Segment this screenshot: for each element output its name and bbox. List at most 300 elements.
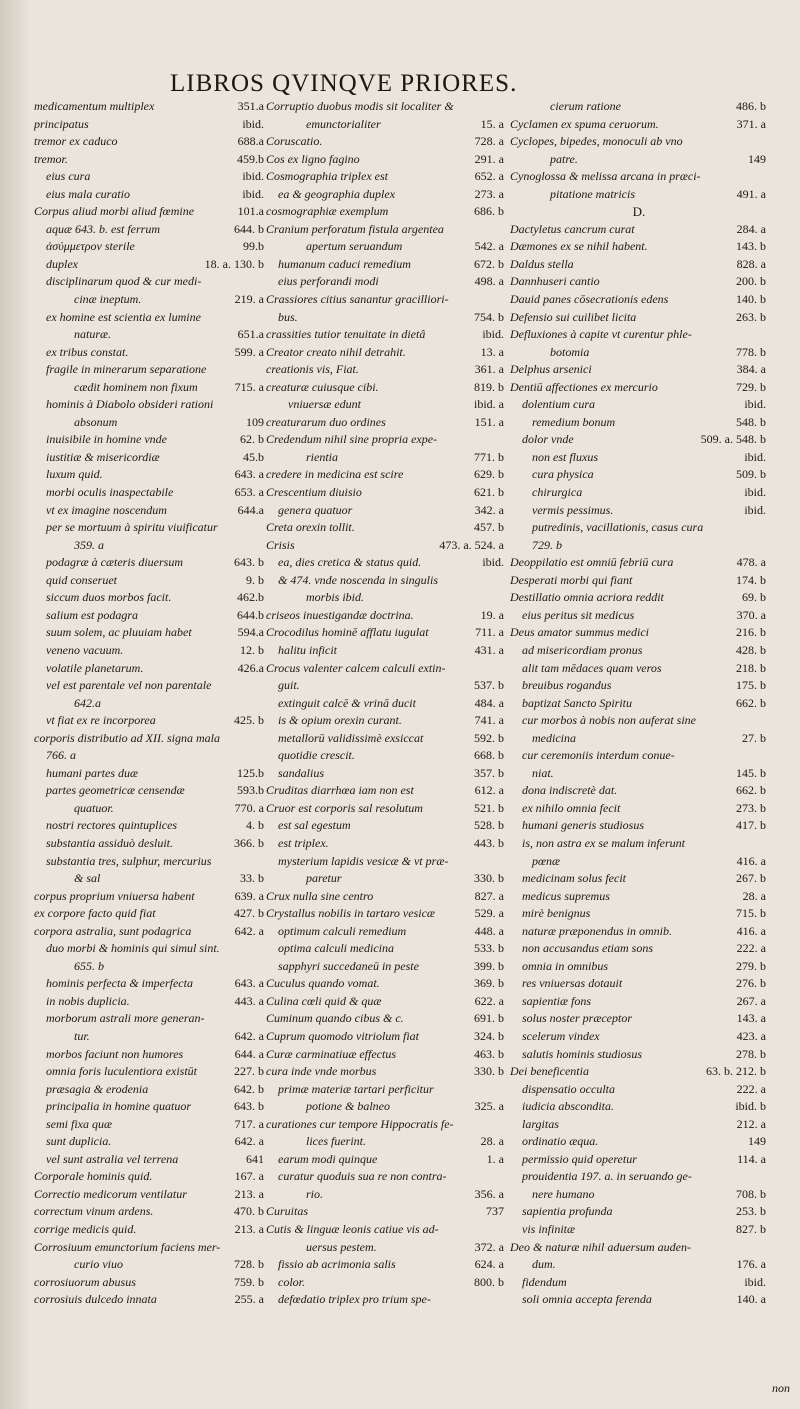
index-entry xyxy=(34,1063,266,1081)
index-entry xyxy=(34,1028,266,1046)
entry-page-ref: 827. b xyxy=(736,1222,766,1236)
index-entry xyxy=(266,309,506,327)
entry-page-ref: 218. b xyxy=(736,660,766,675)
index-entry xyxy=(510,466,768,484)
entry-page-ref: 686. b xyxy=(474,204,504,219)
entry-page-ref: ibid. xyxy=(744,502,766,517)
index-entry xyxy=(34,888,266,906)
entry-text: Dauid panes cōsecrationis edens xyxy=(510,292,669,307)
index-entry xyxy=(510,116,768,134)
entry-text: scelerum vindex xyxy=(522,1028,600,1043)
entry-text: cur morbos à nobis non auferat sine xyxy=(522,713,696,728)
entry-page-ref: 1. a xyxy=(486,1151,504,1166)
entry-text: prouidentia 197. a. in seruando ge- xyxy=(522,1169,692,1184)
entry-page-ref: 599. a xyxy=(234,344,264,359)
index-entry xyxy=(34,291,266,309)
entry-text: is, non astra ex se malum inferunt xyxy=(522,835,685,850)
index-entry xyxy=(34,712,266,730)
entry-text: quatuor. xyxy=(74,800,114,815)
index-entry xyxy=(34,870,266,888)
index-entry xyxy=(510,502,768,520)
index-entry xyxy=(266,782,506,800)
entry-text: 642.a xyxy=(74,695,101,710)
entry-page-ref: ibid. xyxy=(744,485,766,500)
index-entry xyxy=(34,765,266,783)
index-entry xyxy=(266,502,506,520)
entry-text: per se mortuum à spiritu viuificatur xyxy=(46,520,218,535)
entry-page-ref: 644.b xyxy=(237,607,264,622)
index-entry xyxy=(34,98,266,116)
index-entry xyxy=(266,1116,506,1134)
entry-text: mirè benignus xyxy=(522,906,591,921)
entry-page-ref: 662. b xyxy=(736,695,766,710)
entry-text: potione & balneo xyxy=(306,1099,390,1114)
entry-page-ref: 486. b xyxy=(736,99,766,113)
index-entry xyxy=(510,396,768,414)
entry-text: nostri rectores quintuplices xyxy=(46,818,178,833)
entry-text: eius peritus sit medicus xyxy=(522,607,635,622)
entry-page-ref: 342. a xyxy=(474,502,504,517)
index-column-1 xyxy=(34,98,266,1398)
index-entry xyxy=(34,273,266,291)
entry-text: cura inde vnde morbus xyxy=(266,1064,377,1079)
entry-text: luxum quid. xyxy=(46,467,103,482)
entry-text: Crocus valenter calcem calculi extin- xyxy=(266,660,446,675)
entry-text: non est fluxus xyxy=(532,449,598,464)
index-entry xyxy=(510,203,768,221)
entry-text: Cynoglossa & melissa arcana in præci- xyxy=(510,169,701,184)
entry-page-ref: 28. a xyxy=(742,888,766,903)
index-entry xyxy=(510,414,768,432)
index-entry xyxy=(510,1028,768,1046)
entry-page-ref: 267. a xyxy=(736,993,766,1008)
entry-page-ref: 13. a xyxy=(480,344,504,359)
index-entry xyxy=(510,677,768,695)
entry-text: vel sunt astralia vel terrena xyxy=(46,1151,179,1166)
index-entry xyxy=(34,1168,266,1186)
entry-page-ref: ibid. xyxy=(242,116,264,131)
entry-page-ref: 711. a xyxy=(475,625,504,640)
entry-page-ref: 533. b xyxy=(474,941,504,956)
index-entry xyxy=(266,993,506,1011)
index-entry xyxy=(510,256,768,274)
entry-page-ref: 125.b xyxy=(237,765,264,780)
entry-page-ref: 99.b xyxy=(243,239,264,254)
index-entry xyxy=(510,624,768,642)
index-entry xyxy=(34,1010,266,1028)
entry-page-ref: 729. b xyxy=(736,379,766,394)
entry-text: semi fixa quæ xyxy=(46,1116,112,1131)
index-entry xyxy=(266,554,506,572)
entry-text: vis infinitæ xyxy=(522,1222,576,1236)
index-entry xyxy=(34,221,266,239)
index-entry xyxy=(266,975,506,993)
entry-text: substantia tres, sulphur, mercurius xyxy=(46,853,212,868)
index-entry xyxy=(510,1010,768,1028)
index-entry xyxy=(34,168,266,186)
entry-page-ref: 594.a xyxy=(237,625,264,640)
entry-text: cædit hominem non fixum xyxy=(74,379,198,394)
index-entry xyxy=(266,151,506,169)
index-entry xyxy=(266,1186,506,1204)
index-entry xyxy=(510,1186,768,1204)
entry-text: naturæ præponendus in omnib. xyxy=(522,923,673,938)
index-entry xyxy=(266,817,506,835)
entry-text: cura physica xyxy=(532,467,594,482)
entry-text: Cos ex ligno fagino xyxy=(266,151,360,166)
entry-text: curationes cur tempore Hippocratis fe- xyxy=(266,1116,454,1131)
entry-page-ref: 423. a xyxy=(736,1028,766,1043)
index-entry xyxy=(266,642,506,660)
index-entry xyxy=(510,1063,768,1081)
entry-text: creaturarum duo ordines xyxy=(266,414,386,429)
entry-text: morborum astrali more generan- xyxy=(46,1011,205,1026)
index-entry xyxy=(510,695,768,713)
index-entry xyxy=(266,712,506,730)
index-entry xyxy=(266,1239,506,1257)
entry-text: fissio ab acrimonia salis xyxy=(278,1257,396,1272)
entry-text: Cutis & linguæ leonis catiue vis ad- xyxy=(266,1222,439,1236)
entry-page-ref: 624. a xyxy=(474,1257,504,1272)
entry-page-ref: 425. b xyxy=(234,713,264,728)
entry-page-ref: 18. a. 130. b xyxy=(204,256,264,271)
entry-text: putredinis, vacillationis, casus cura xyxy=(532,520,704,535)
entry-page-ref: 4. b xyxy=(246,818,264,833)
index-entry xyxy=(510,993,768,1011)
entry-text: soli omnia accepta ferenda xyxy=(522,1292,652,1307)
entry-page-ref: 431. a xyxy=(474,642,504,657)
entry-text: Crisis xyxy=(266,537,295,552)
entry-text: Creta orexin tollit. xyxy=(266,520,355,535)
entry-page-ref: ibid. xyxy=(744,449,766,464)
entry-page-ref: 639. a xyxy=(234,888,264,903)
entry-text: metallorū validissimè exsiccat xyxy=(278,730,424,745)
entry-text: Corrosiuum emunctorium faciens mer- xyxy=(34,1239,221,1254)
entry-text: Cuminum quando cibus & c. xyxy=(266,1011,404,1026)
entry-text: principalia in homine quatuor xyxy=(46,1099,191,1114)
index-entry xyxy=(266,168,506,186)
entry-text: defœdatio triplex pro trium spe- xyxy=(278,1292,431,1307)
entry-page-ref: 140. b xyxy=(736,292,766,307)
entry-text: Cyclopes, bipedes, monoculi ab vno xyxy=(510,134,683,149)
entry-text: tremor ex caduco xyxy=(34,134,118,149)
entry-text: veneno vacuum. xyxy=(46,642,124,657)
index-entry xyxy=(510,151,768,169)
index-entry xyxy=(266,1274,506,1292)
entry-text: medicina xyxy=(532,730,576,745)
entry-page-ref: 253. b xyxy=(736,1204,766,1219)
entry-page-ref: 728. a xyxy=(474,134,504,149)
entry-text: humani generis studiosus xyxy=(522,818,645,833)
entry-page-ref: 330. b xyxy=(474,1064,504,1079)
entry-page-ref: 643. b xyxy=(234,555,264,570)
index-entry xyxy=(34,1203,266,1221)
index-entry xyxy=(266,1098,506,1116)
entry-page-ref: 62. b xyxy=(240,432,264,447)
entry-text: curio viuo xyxy=(74,1257,123,1272)
index-entry xyxy=(34,502,266,520)
entry-text: duo morbi & hominis qui simul sint. xyxy=(46,941,220,956)
entry-text: vniuersæ edunt xyxy=(288,397,361,412)
entry-page-ref: 622. a xyxy=(474,993,504,1008)
entry-text: ordinatio æqua. xyxy=(522,1134,599,1149)
index-entry xyxy=(266,1203,506,1221)
entry-text: Creator creato nihil detrahit. xyxy=(266,344,406,359)
index-entry xyxy=(266,326,506,344)
entry-page-ref: 463. b xyxy=(474,1046,504,1061)
index-column-2 xyxy=(266,98,506,1398)
entry-page-ref: 143. b xyxy=(736,239,766,254)
entry-page-ref: 651.a xyxy=(237,327,264,342)
index-entry xyxy=(266,238,506,256)
entry-text: ea, dies cretica & status quid. xyxy=(278,555,422,570)
index-entry xyxy=(34,730,266,748)
entry-text: res vniuersas dotauit xyxy=(522,976,623,991)
entry-text: ἀσύμμετρον sterile xyxy=(46,239,135,254)
entry-page-ref: 114. a xyxy=(737,1151,766,1166)
entry-page-ref: 369. b xyxy=(474,976,504,991)
entry-text: Coruscatio. xyxy=(266,134,323,149)
entry-text: corpus proprium vniuersa habent xyxy=(34,888,195,903)
entry-text: apertum seruandum xyxy=(306,239,403,254)
entry-page-ref: 509. a. 548. b xyxy=(700,432,766,447)
entry-page-ref: 69. b xyxy=(742,590,766,605)
entry-text: sunt duplicia. xyxy=(46,1134,112,1149)
index-entry xyxy=(266,1028,506,1046)
entry-text: suum solem, ac pluuiam habet xyxy=(46,625,192,640)
index-entry xyxy=(510,1291,768,1309)
index-entry xyxy=(34,1239,266,1257)
entry-text: Culina cœli quid & quæ xyxy=(266,993,382,1008)
index-entry xyxy=(266,1168,506,1186)
entry-text: Dei beneficentia xyxy=(510,1064,589,1079)
index-entry xyxy=(34,186,266,204)
entry-text: 655. b xyxy=(74,958,104,973)
entry-page-ref: 641 xyxy=(246,1151,264,1166)
catchword: non xyxy=(772,1381,790,1395)
entry-text: iudicia abscondita. xyxy=(522,1099,614,1114)
entry-text: color. xyxy=(278,1274,305,1289)
index-entry xyxy=(34,238,266,256)
entry-page-ref: 427. b xyxy=(234,906,264,921)
entry-text: Crystallus nobilis in tartaro vesicæ xyxy=(266,906,435,921)
entry-text: humanum caduci remedium xyxy=(278,256,411,271)
entry-page-ref: 200. b xyxy=(736,274,766,289)
entry-text: principatus xyxy=(34,116,89,131)
entry-page-ref: 176. a xyxy=(736,1257,766,1272)
entry-text: ex homine est scientia ex lumine xyxy=(46,309,201,324)
index-entry xyxy=(510,1239,768,1257)
entry-page-ref: 509. b xyxy=(736,467,766,482)
index-entry xyxy=(266,888,506,906)
entry-page-ref: 644.a xyxy=(237,502,264,517)
entry-page-ref: 643. a xyxy=(234,467,264,482)
entry-text: Destillatio omnia acriora reddit xyxy=(510,590,664,605)
index-entry xyxy=(34,203,266,221)
entry-text: disciplinarum quod & cur medi- xyxy=(46,274,202,289)
index-entry xyxy=(266,291,506,309)
entry-text: Cuprum quomodo vitriolum fiat xyxy=(266,1028,420,1043)
index-entry xyxy=(266,273,506,291)
index-entry xyxy=(266,449,506,467)
index-entry xyxy=(510,1203,768,1221)
index-entry xyxy=(510,958,768,976)
index-entry xyxy=(266,221,506,239)
entry-text: ea & geographia duplex xyxy=(278,186,395,201)
entry-text: Corpus aliud morbi aliud fœmine xyxy=(34,204,195,219)
index-entry xyxy=(266,1081,506,1099)
entry-text: curatur quoduis sua re non contra- xyxy=(278,1169,447,1184)
entry-page-ref: 284. a xyxy=(736,221,766,236)
index-entry xyxy=(510,519,768,537)
entry-text: creationis vis, Fiat. xyxy=(266,362,359,377)
entry-text: dolentium cura xyxy=(522,397,595,412)
index-entry xyxy=(266,431,506,449)
entry-text: & 474. vnde noscenda in singulis xyxy=(278,572,438,587)
entry-text: Corporale hominis quid. xyxy=(34,1169,153,1184)
entry-text: permissio quid operetur xyxy=(522,1151,637,1166)
entry-page-ref: 652. a xyxy=(474,169,504,184)
entry-text: hominis perfecta & imperfecta xyxy=(46,976,193,991)
index-entry xyxy=(34,133,266,151)
index-entry xyxy=(510,537,768,555)
index-entry xyxy=(34,256,266,274)
index-entry xyxy=(266,624,506,642)
entry-page-ref: 109 xyxy=(246,414,264,429)
index-entry xyxy=(510,923,768,941)
index-entry xyxy=(34,554,266,572)
index-entry xyxy=(510,853,768,871)
index-entry xyxy=(34,361,266,379)
index-entry xyxy=(34,677,266,695)
entry-text: vel est parentale vel non parentale xyxy=(46,678,212,693)
entry-page-ref: 593.b xyxy=(237,783,264,798)
index-entry xyxy=(34,326,266,344)
index-entry xyxy=(510,870,768,888)
entry-text: bus. xyxy=(278,309,298,324)
entry-page-ref: 819. b xyxy=(474,379,504,394)
entry-text: Curuitas xyxy=(266,1204,309,1219)
entry-text: ex corpore facto quid fiat xyxy=(34,906,156,921)
index-entry xyxy=(34,379,266,397)
entry-page-ref: 175. b xyxy=(736,678,766,693)
index-entry xyxy=(34,1221,266,1239)
index-entry xyxy=(510,484,768,502)
index-entry xyxy=(266,1063,506,1081)
entry-page-ref: 255. a xyxy=(234,1292,264,1307)
index-entry xyxy=(266,256,506,274)
entry-page-ref: 216. b xyxy=(736,625,766,640)
index-entry xyxy=(34,537,266,555)
entry-text: optima calculi medicina xyxy=(278,941,394,956)
entry-page-ref: 629. b xyxy=(474,467,504,482)
entry-text: alit tam mēdaces quam veros xyxy=(522,660,662,675)
index-entry xyxy=(34,923,266,941)
entry-page-ref: 167. a xyxy=(234,1169,264,1184)
entry-text: sapphyri succedaneū in peste xyxy=(278,958,419,973)
index-entry xyxy=(34,466,266,484)
index-entry xyxy=(266,1291,506,1309)
entry-text: est triplex. xyxy=(278,835,329,850)
entry-text: partes geometricæ censendæ xyxy=(46,783,185,798)
entry-text: eius mala curatio xyxy=(46,186,130,201)
entry-text: morbos faciunt non humores xyxy=(46,1046,184,1061)
index-entry xyxy=(510,291,768,309)
entry-page-ref: 278. b xyxy=(736,1046,766,1061)
entry-text: vt fiat ex re incorporea xyxy=(46,713,156,728)
entry-text: salium est podagra xyxy=(46,607,139,622)
entry-page-ref: 470. b xyxy=(234,1204,264,1219)
entry-page-ref: 222. a xyxy=(736,1081,766,1096)
index-entry xyxy=(266,747,506,765)
entry-page-ref: 417. b xyxy=(736,818,766,833)
index-entry xyxy=(34,817,266,835)
entry-page-ref: 708. b xyxy=(736,1186,766,1201)
entry-text: Desperati morbi qui fiant xyxy=(510,572,633,587)
index-entry xyxy=(34,1133,266,1151)
entry-page-ref: 672. b xyxy=(474,256,504,271)
index-entry xyxy=(510,730,768,748)
entry-page-ref: 478. a xyxy=(736,555,766,570)
entry-text: tur. xyxy=(74,1028,90,1043)
entry-text: largitas xyxy=(522,1116,559,1131)
entry-text: Delphus arsenici xyxy=(510,362,592,377)
entry-text: Crescentium diuisio xyxy=(266,485,362,500)
entry-page-ref: 357. b xyxy=(474,765,504,780)
index-entry xyxy=(34,589,266,607)
entry-page-ref: 759. b xyxy=(234,1274,264,1289)
entry-page-ref: 498. a xyxy=(474,274,504,289)
index-column-3 xyxy=(510,98,768,1398)
entry-text: 766. a xyxy=(46,748,76,763)
index-entry xyxy=(266,572,506,590)
entry-page-ref: 324. b xyxy=(474,1028,504,1043)
entry-page-ref: 462.b xyxy=(237,590,264,605)
index-entry xyxy=(266,519,506,537)
entry-text: Cosmographia triplex est xyxy=(266,169,388,184)
entry-text: ex tribus constat. xyxy=(46,344,129,359)
index-entry xyxy=(510,238,768,256)
entry-page-ref: 662. b xyxy=(736,783,766,798)
index-entry xyxy=(266,537,506,555)
entry-page-ref: 263. b xyxy=(736,309,766,324)
entry-page-ref: 770. a xyxy=(234,800,264,815)
index-entry xyxy=(510,1168,768,1186)
entry-page-ref: 213. a xyxy=(234,1222,264,1236)
index-entry xyxy=(34,1081,266,1099)
entry-text: humani partes duæ xyxy=(46,765,139,780)
index-entry xyxy=(266,116,506,134)
index-entry xyxy=(510,589,768,607)
index-entry xyxy=(510,1256,768,1274)
index-entry xyxy=(34,1116,266,1134)
entry-text: earum modi quinque xyxy=(278,1151,378,1166)
entry-text: hominis à Diabolo obsideri rationi xyxy=(46,397,214,412)
index-entry xyxy=(34,396,266,414)
entry-page-ref: 473. a. 524. a xyxy=(439,537,504,552)
index-entry xyxy=(510,1116,768,1134)
index-entry xyxy=(266,765,506,783)
index-entry xyxy=(266,1221,506,1239)
index-entry xyxy=(510,1081,768,1099)
entry-text: Crocodilus hominē afflatu iugulat xyxy=(266,625,429,640)
index-entry xyxy=(34,782,266,800)
entry-text: Crassiores citius sanantur gracilliori- xyxy=(266,292,449,307)
entry-text: dum. xyxy=(532,1257,556,1272)
entry-page-ref: 279. b xyxy=(736,958,766,973)
entry-text: is & opium orexin curant. xyxy=(278,713,402,728)
entry-text: in nobis duplicia. xyxy=(46,993,130,1008)
